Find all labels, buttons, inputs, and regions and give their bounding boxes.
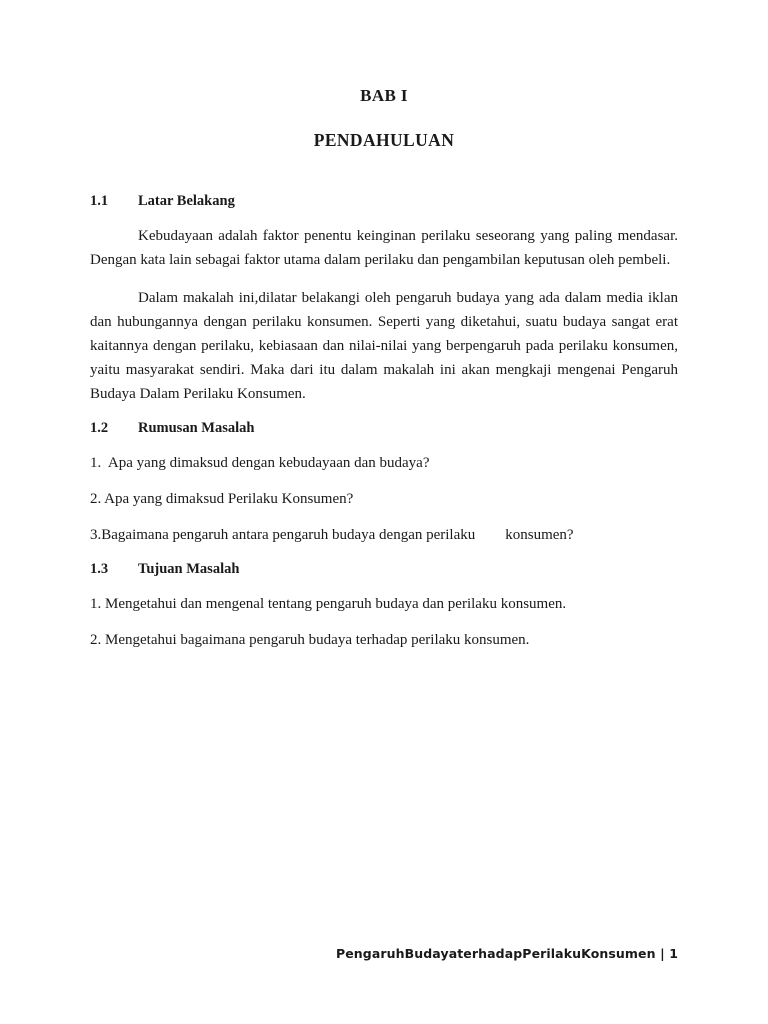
section-number-1-3: 1.3 xyxy=(90,561,109,577)
document-body xyxy=(90,193,678,652)
list-item: 2. Mengetahui bagaimana pengaruh budaya terhadap perilaku konsumen. xyxy=(90,632,530,648)
chapter-title: PENDAHULUAN xyxy=(313,130,455,150)
paragraph-latar-belakang-2: Dalam makalah ini,dilatar belakangi oleh pengaruh budaya yang ada dalam media iklan dan hubungannya dengan perilaku konsumen. Seperti yang diketahui, suatu budaya sangat erat kaitannya dengan perilaku, kebiasaan dan nilai-nilai yang berpengaruh pada perilaku konsumen, yaitu masyarakat sendiri. Maka dari itu dalam makalah ini akan mengkaji mengenai Pengaruh Budaya Dalam Perilaku Konsumen. xyxy=(90,290,678,402)
list-item: 2. Apa yang dimaksud Perilaku Konsumen? xyxy=(90,491,354,507)
section-heading-latar-belakang xyxy=(90,193,678,210)
paragraph-latar-belakang-1: Kebudayaan adalah faktor penentu keinginan perilaku seseorang yang paling mendasar. Dengan kata lain sebagai faktor utama dalam perilaku dan pengambilan keputusan oleh pembeli. xyxy=(90,228,678,268)
chapter-label: BAB I xyxy=(360,86,408,105)
list-item: 3.Bagaimana pengaruh antara pengaruh budaya dengan perilaku konsumen? xyxy=(90,527,574,543)
section-title-1-2: Rumusan Masalah xyxy=(138,420,255,436)
section-title-1-3: Tujuan Masalah xyxy=(138,561,240,577)
section-title-1-1: Latar Belakang xyxy=(138,193,235,209)
list-item: 1. Apa yang dimaksud dengan kebudayaan dan budaya? xyxy=(90,455,430,471)
page-footer: PengaruhBudayaterhadapPerilakuKonsumen | 1 xyxy=(335,946,678,961)
section-heading-rumusan-masalah xyxy=(90,420,678,437)
section-number-1-1: 1.1 xyxy=(90,193,109,209)
list-item: 1. Mengetahui dan mengenal tentang pengaruh budaya dan perilaku konsumen. xyxy=(90,596,567,612)
section-number-1-2: 1.2 xyxy=(90,420,109,436)
section-heading-tujuan-masalah xyxy=(90,561,678,578)
